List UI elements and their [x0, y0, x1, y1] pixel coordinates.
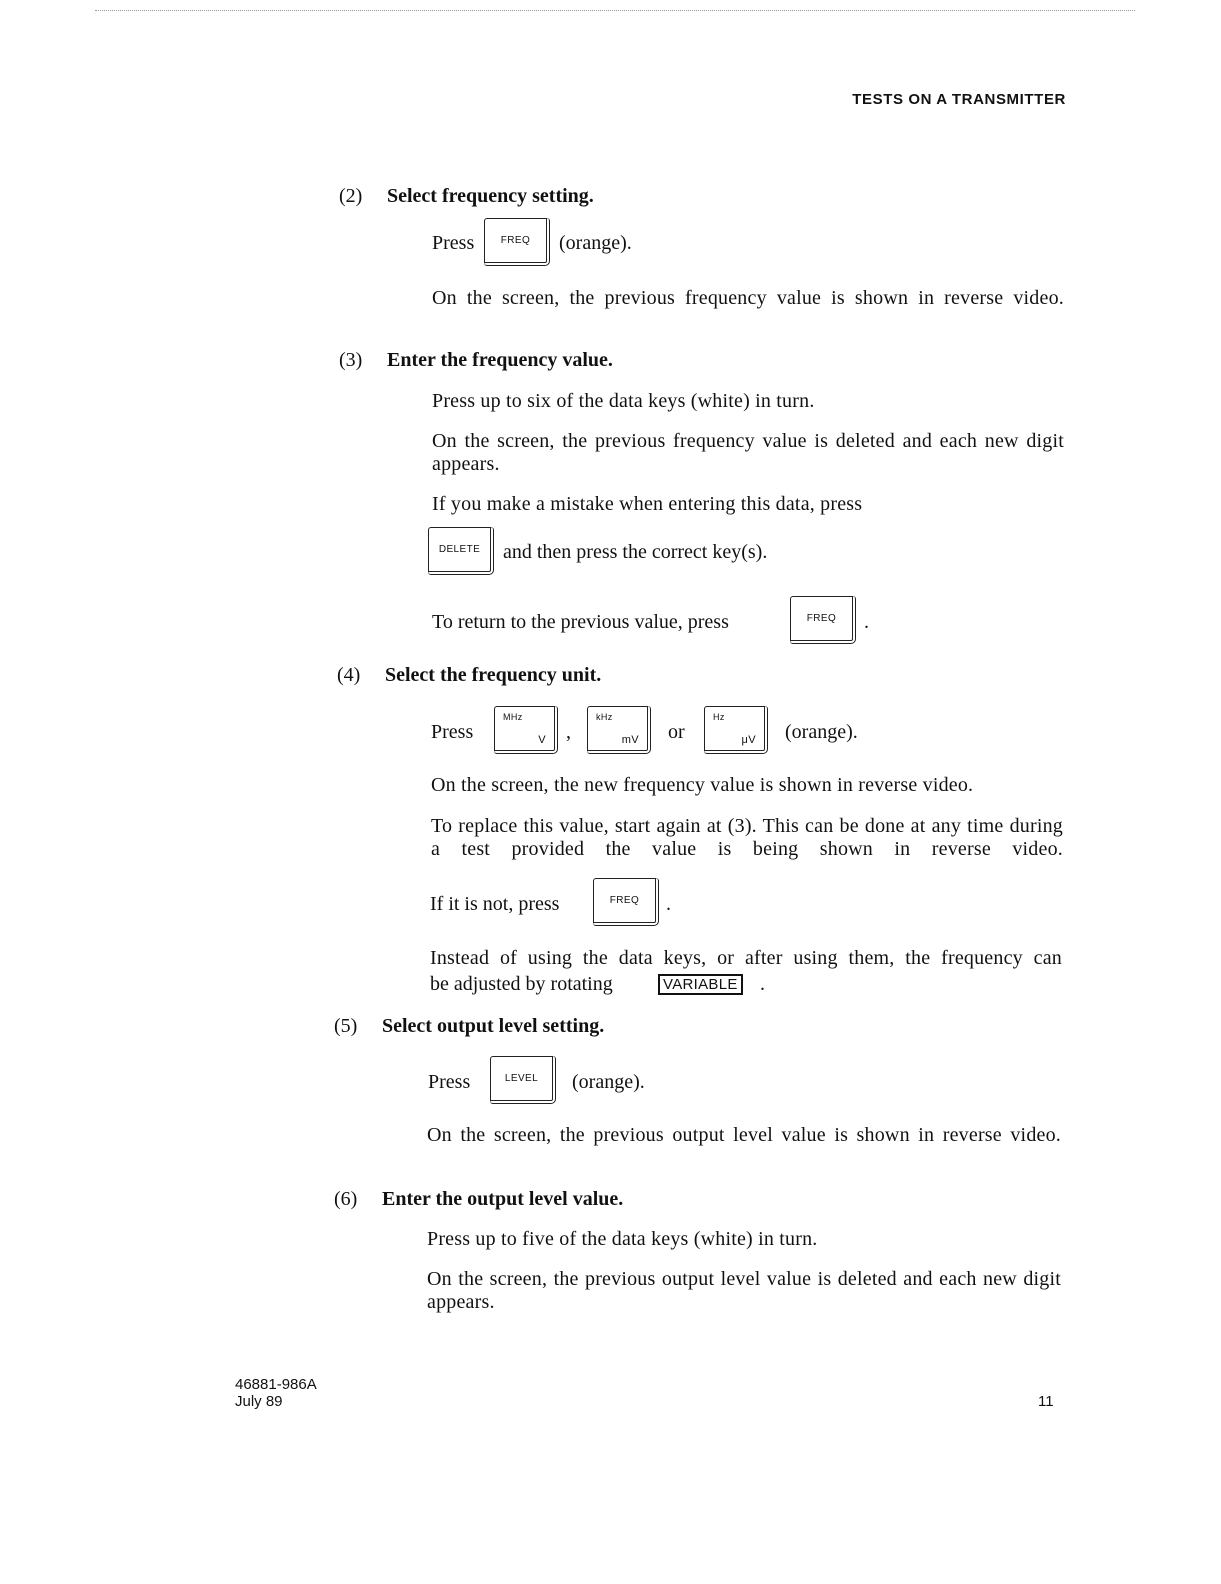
step-6-heading: Enter the output level value.: [382, 1188, 624, 1210]
step-3-paragraph-1: Press up to six of the data keys (white) in turn.: [432, 390, 815, 412]
step-5-number: (5): [334, 1015, 358, 1037]
freq-key-label: FREQ: [806, 612, 837, 624]
step-4-press-label: Press: [431, 721, 474, 743]
step-4-paragraph-3: If it is not, press: [430, 893, 560, 915]
step-4-paragraph-4: Instead of using the data keys, or after using them, the frequency can: [430, 947, 1062, 969]
hz-key-bottom-label: μV: [741, 734, 756, 746]
step-4-number: (4): [337, 664, 361, 686]
step-2-paragraph: On the screen, the previous frequency value is shown in reverse video.: [432, 287, 1064, 309]
step-2-title: [339, 185, 594, 208]
step-4-suffix: (orange).: [785, 721, 858, 743]
level-key-label: LEVEL: [504, 1072, 539, 1084]
level-key: [490, 1056, 556, 1104]
step-6-number: (6): [334, 1188, 358, 1210]
step-2-number: (2): [339, 185, 363, 207]
freq-key: [484, 218, 550, 266]
step-6-paragraph-1: Press up to five of the data keys (white) in turn.: [427, 1228, 818, 1250]
step-3-number: (3): [339, 349, 363, 371]
delete-key-label: DELETE: [438, 543, 481, 555]
delete-key: [428, 527, 494, 575]
document-date: July 89: [235, 1393, 283, 1410]
hz-uv-key: [704, 706, 768, 754]
step-4-title: [337, 664, 601, 687]
mhz-v-key: [494, 706, 558, 754]
step-4-paragraph-1: On the screen, the new frequency value is shown in reverse video.: [431, 774, 974, 796]
step-5-heading: Select output level setting.: [382, 1015, 605, 1037]
step-4-comma: ,: [566, 721, 571, 743]
step-3-heading: Enter the frequency value.: [387, 349, 613, 371]
khz-key-top-label: kHz: [596, 712, 613, 722]
scan-edge-line: [95, 10, 1135, 11]
step-4-paragraph-4b: be adjusted by rotating: [430, 973, 613, 995]
step-6-paragraph-2: On the screen, the previous output level value is deleted and each new digit appears.: [427, 1268, 1061, 1313]
step-3-title: [339, 349, 613, 372]
step-4-period-2: .: [760, 973, 765, 995]
step-3-paragraph-4: To return to the previous value, press: [432, 611, 729, 633]
freq-key: [593, 878, 659, 926]
step-5-suffix: (orange).: [572, 1071, 645, 1093]
running-header: TESTS ON A TRANSMITTER: [852, 91, 1066, 108]
step-6-title: [334, 1188, 623, 1211]
step-3-period: .: [864, 611, 869, 633]
freq-key: [790, 596, 856, 644]
step-4-paragraph-2: To replace this value, start again at (3). This can be done at any time during a test provided the value is being shown in reverse video.: [431, 815, 1063, 860]
step-5-title: [334, 1015, 604, 1038]
step-2-suffix: (orange).: [559, 232, 632, 254]
page-number: 11: [1038, 1393, 1054, 1410]
step-2-press-label: Press: [432, 232, 475, 254]
step-3-paragraph-3: If you make a mistake when entering this data, press: [432, 493, 863, 515]
mhz-key-top-label: MHz: [503, 712, 523, 722]
step-2-heading: Select frequency setting.: [387, 185, 594, 207]
step-3-paragraph-2: On the screen, the previous frequency value is deleted and each new digit appears.: [432, 430, 1064, 475]
hz-key-top-label: Hz: [713, 712, 725, 722]
step-5-press-label: Press: [428, 1071, 471, 1093]
variable-knob-label: VARIABLE: [658, 974, 743, 995]
freq-key-label: FREQ: [609, 894, 640, 906]
step-4-period: .: [666, 893, 671, 915]
step-4-or: or: [668, 721, 685, 743]
step-5-paragraph: On the screen, the previous output level value is shown in reverse video.: [427, 1124, 1061, 1146]
khz-key-bottom-label: mV: [621, 734, 639, 746]
step-4-heading: Select the frequency unit.: [385, 664, 602, 686]
khz-mv-key: [587, 706, 651, 754]
mhz-key-bottom-label: V: [538, 734, 546, 746]
document-number: 46881-986A: [235, 1376, 317, 1393]
step-3-paragraph-3b: and then press the correct key(s).: [503, 541, 768, 563]
freq-key-label: FREQ: [500, 234, 531, 246]
